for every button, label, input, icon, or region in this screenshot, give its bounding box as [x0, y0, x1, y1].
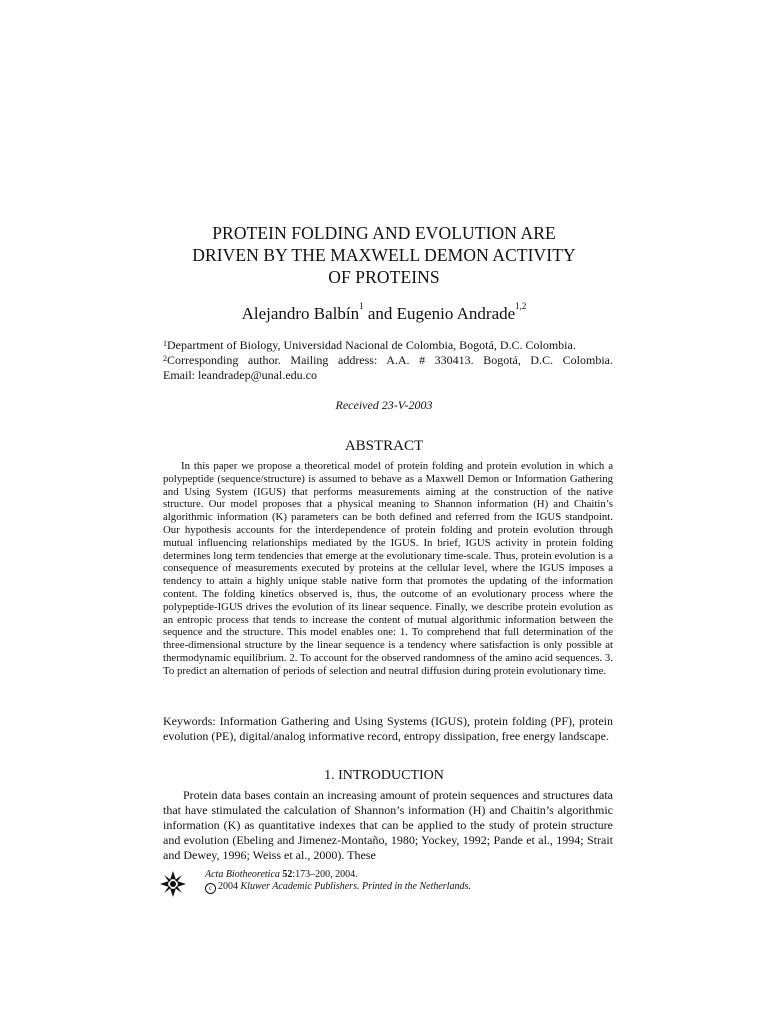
- affiliation-1: [163, 338, 613, 353]
- copyright-icon: c: [205, 883, 216, 894]
- copyright-line: [205, 881, 605, 894]
- affiliation-1-text: Department of Biology, Universidad Nacional de Colombia, Bogotá, D.C. Colombia.: [167, 338, 576, 352]
- title-line-1: PROTEIN FOLDING AND EVOLUTION ARE: [212, 223, 556, 243]
- keywords: Keywords: Information Gathering and Using Systems (IGUS), protein folding (PF), protein evolution (PE), digital/analog informative record, entropy dissipation, free energy landscape.: [163, 714, 613, 743]
- abstract-heading: ABSTRACT: [344, 438, 424, 454]
- kluwer-logo-icon: [160, 871, 186, 897]
- title-line-3: OF PROTEINS: [328, 267, 440, 287]
- journal-volume: 52: [282, 869, 293, 880]
- author-2-affiliation-mark: 1,2: [515, 301, 527, 311]
- affiliation-2: [163, 353, 613, 368]
- title-line-2: DRIVEN BY THE MAXWELL DEMON ACTIVITY: [192, 245, 576, 265]
- author-2: Eugenio Andrade: [396, 304, 516, 323]
- journal-pages: :173–200, 2004.: [292, 869, 358, 880]
- author-conjunction: and: [363, 304, 397, 323]
- affiliation-2-mark: 2: [163, 354, 167, 363]
- publication-footer: [205, 869, 605, 894]
- contact-email: Email: leandradep@unal.edu.co: [163, 368, 317, 382]
- affiliations: [163, 338, 613, 383]
- author-list: [0, 301, 768, 324]
- author-1: Alejandro Balbín: [241, 304, 360, 323]
- introduction-text: Protein data bases contain an increasing amount of protein sequences and structures data that have stimulated the calculation of Shannon’s information (H) and Chaitin’s algorithmic information (K) as quantitative indexes that can be applied to the study of protein structure and evolution (Ebeling and Jimenez-Montaño, 1980; Yockey, 1992; Pande et al., 1994; Strait and Dewey, 1996; Weiss et al., 2000). These: [163, 788, 613, 862]
- paper-title: [0, 222, 768, 288]
- abstract-text: In this paper we propose a theoretical model of protein folding and protein evolution in which a polypeptide (sequence/structure) is assumed to behave as a Maxwell Demon or Information Gathering and Using System (IGUS) that performs measurements aiming at the construction of the native structure. Our model proposes that a physical meaning to Shannon information (H) and Chaitin’s algorithmic information (K) parameters can be both defined and referred from the IGUS standpoint. Our hypothesis accounts for the interdependence of protein folding and protein evolution through mutual influencing relationships mediated by the IGUS. In brief, IGUS activity in protein folding determines long term tendencies that emerge at the evolutionary time-scale. Thus, protein evolution is a consequence of measurements executed by proteins at the cellular level, where the IGUS imposes a tendency to attain a highly unique stable native form that promotes the updating of the information content. The folding kinetics observed is, thus, the outcome of an evolutionary process where the polypeptide-IGUS drives the evolution of its linear sequence. Finally, we describe protein evolution as an entropic process that tends to increase the content of mutual algorithmic information between the sequence and the structure. This model enables one: 1. To comprehend that full determination of the three-dimensional structure by the linear sequence is a tendency where satisfaction is only possible at thermodynamic equilibrium. 2. To account for the observed randomness of the amino acid sequences. 3. To predict an alternation of periods of selection and neutral diffusion during protein evolutionary time.: [163, 460, 613, 677]
- publisher-line: Kluwer Academic Publishers. Printed in the Netherlands.: [240, 881, 471, 892]
- journal-name: Acta Biotheoretica: [205, 869, 280, 880]
- received-date: Received 23-V-2003: [335, 398, 433, 412]
- affiliation-1-mark: 1: [163, 339, 167, 348]
- introduction-heading: 1. INTRODUCTION: [324, 768, 444, 783]
- copyright-year: 2004: [218, 881, 238, 892]
- author-1-affiliation-mark: 1: [359, 301, 364, 311]
- affiliation-2-text: Corresponding author. Mailing address: A.A. # 330413. Bogotá, D.C. Colombia.: [167, 353, 613, 367]
- journal-citation: [205, 869, 605, 881]
